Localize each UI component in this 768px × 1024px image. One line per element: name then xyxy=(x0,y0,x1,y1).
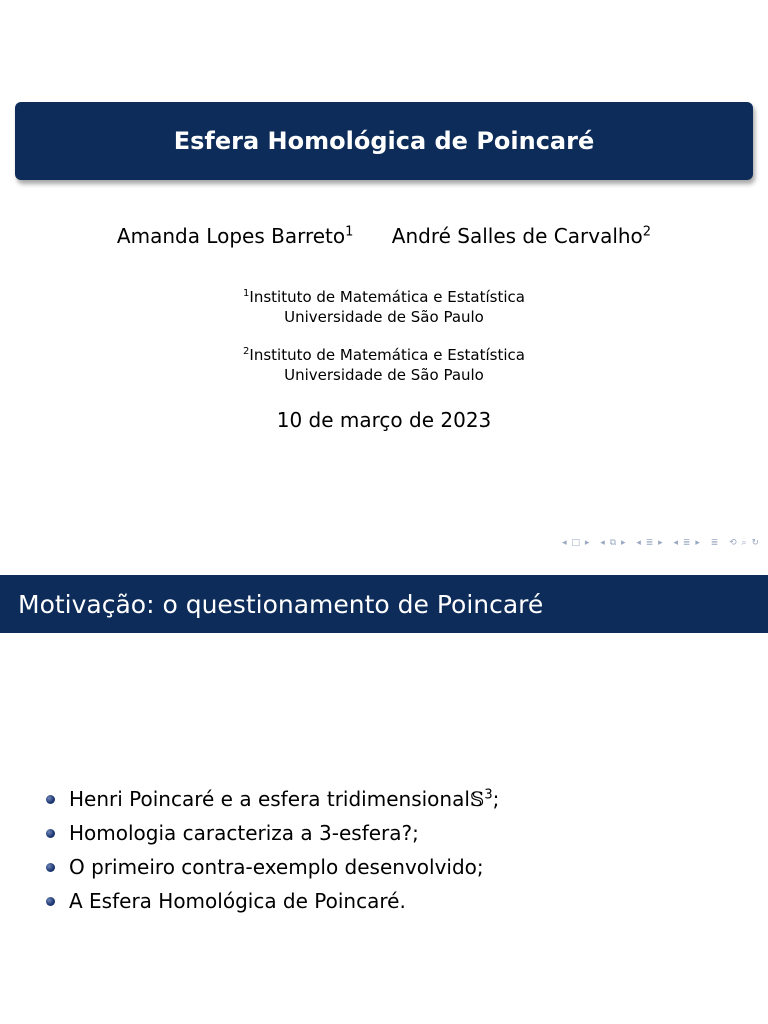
sphere-symbol-exponent: 3 xyxy=(484,787,493,803)
bullet-icon xyxy=(46,863,55,872)
author-1-name: Amanda Lopes Barreto xyxy=(116,224,346,248)
author-2 xyxy=(392,224,651,248)
presentation-title: Esfera Homológica de Poincaré xyxy=(173,127,595,155)
frame-title-text: Motivação: o questionamento de Poincaré xyxy=(18,589,544,619)
list-item xyxy=(46,782,499,816)
institute-1-name: Instituto de Matemática e Estatística xyxy=(249,288,525,306)
sphere-symbol-s: 𝕊 xyxy=(469,787,485,811)
presentation-date: 10 de março de 2023 xyxy=(276,408,492,432)
bullet-3-text: O primeiro contra-exemplo desenvolvido; xyxy=(69,855,484,879)
author-2-mark: 2 xyxy=(642,224,652,240)
institute-1-mark: 1 xyxy=(243,288,250,299)
list-item xyxy=(46,884,499,918)
nav-subsection-icon[interactable]: ◂ ⧉ ▸ xyxy=(600,538,627,548)
sphere-symbol xyxy=(470,787,493,811)
author-2-name: André Salles de Carvalho xyxy=(391,224,643,248)
nav-search-icon[interactable]: ⟲ ⌕ ↻ xyxy=(729,538,760,548)
beamer-navigation-symbols xyxy=(556,538,760,548)
list-item xyxy=(46,850,499,884)
nav-frame-icon[interactable]: ◂ □ ▸ xyxy=(562,538,591,548)
institute-1-university: Universidade de São Paulo xyxy=(284,308,484,326)
institute-2 xyxy=(0,342,768,385)
institute-2-line1 xyxy=(0,342,768,365)
nav-document-icon[interactable]: ◂ ≣ ▸ xyxy=(673,538,701,548)
bullet-1-text: Henri Poincaré e a esfera tridimensional xyxy=(69,787,470,811)
institute-2-university: Universidade de São Paulo xyxy=(284,366,484,384)
bullet-icon xyxy=(46,897,55,906)
bullet-4-text: A Esfera Homológica de Poincaré. xyxy=(69,889,406,913)
institute-2-name: Instituto de Matemática e Estatística xyxy=(249,346,525,364)
bullet-list xyxy=(46,782,499,918)
nav-section-icon[interactable]: ◂ ≣ ▸ xyxy=(636,538,664,548)
bullet-icon xyxy=(46,829,55,838)
author-1-mark: 1 xyxy=(345,224,354,240)
bullet-1-tail: ; xyxy=(492,787,500,811)
authors-line xyxy=(0,224,768,248)
bullet-2-text: Homologia caracteriza a 3-esfera?; xyxy=(69,821,419,845)
author-1 xyxy=(117,224,354,248)
presentation-title-box xyxy=(15,102,753,180)
bullet-icon xyxy=(46,795,55,804)
institute-1 xyxy=(0,284,768,327)
frame-title xyxy=(0,575,768,633)
institute-2-mark: 2 xyxy=(243,346,250,357)
nav-appendix-icon[interactable]: ≣ xyxy=(710,538,720,548)
institute-1-line1 xyxy=(0,284,768,307)
list-item xyxy=(46,816,499,850)
